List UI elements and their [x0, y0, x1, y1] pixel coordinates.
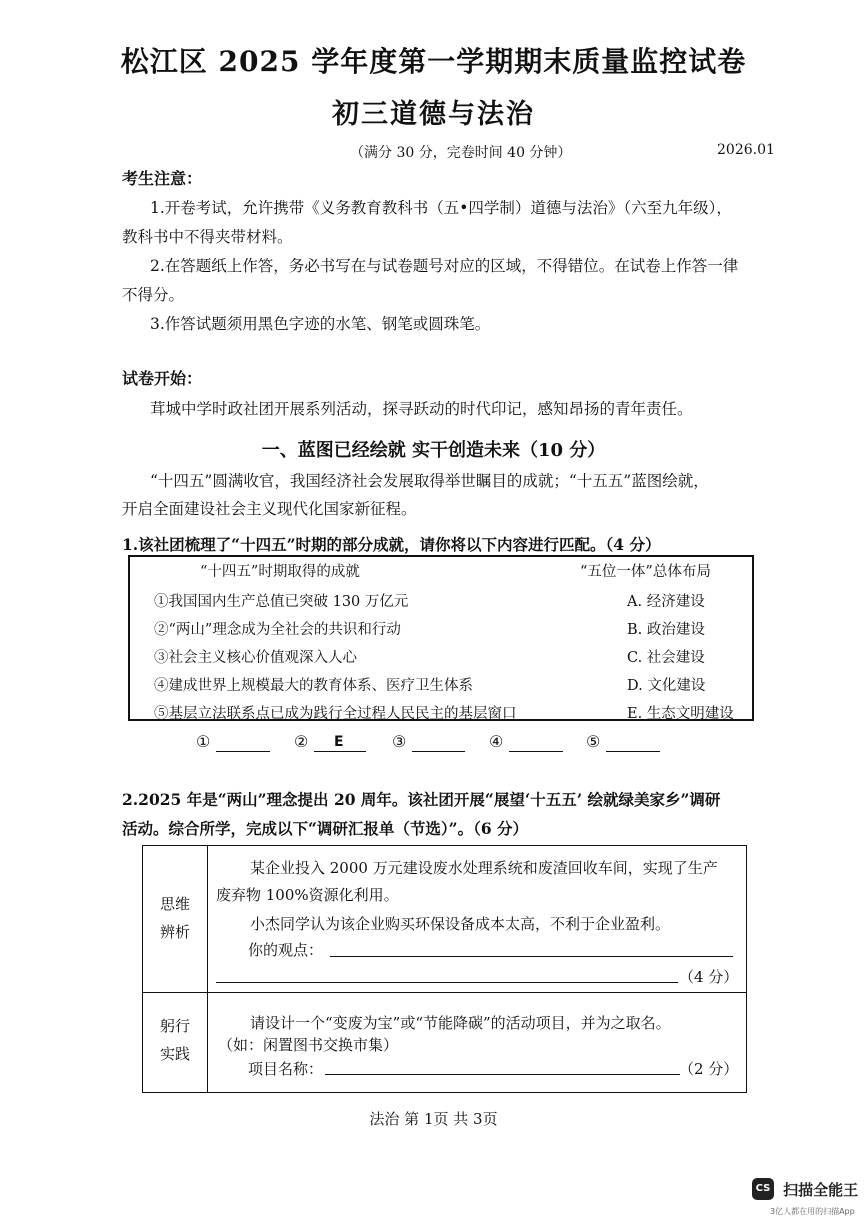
- report-table: [142, 845, 747, 1093]
- exam-date: 2026.01: [717, 142, 775, 158]
- question-2-stem-2: 活动。综合所学，完成以下“调研汇报单（节选）”。（6 分）: [122, 819, 529, 838]
- report-divider-vertical: [207, 845, 208, 1093]
- exam-subject: 初三道德与法治: [332, 99, 535, 130]
- exam-title: 松江区 2025 学年度第一学期期末质量监控试卷: [120, 45, 747, 78]
- matching-left-header: “十四五”时期取得的成就: [200, 564, 360, 580]
- answer-slot-number: ④: [489, 732, 504, 751]
- page-footer: 法治 第 1页 共 3页: [369, 1110, 498, 1128]
- notice-line-1: 1.开卷考试，允许携带《义务教育教科书（五•四学制）道德与法治》（六至九年级），: [150, 199, 732, 217]
- achievement-item: ②“两山”理念成为全社会的共识和行动: [154, 622, 401, 638]
- report-row-1-prompt: 你的观点：: [248, 941, 324, 959]
- scanner-logo-icon: CS: [752, 1178, 774, 1200]
- achievement-item: ⑤基层立法联系点已成为践行全过程人民民主的基层窗口: [154, 706, 517, 722]
- viewpoint-answer-line-2[interactable]: [216, 982, 678, 983]
- question-2-stem-1: 2.2025 年是“两山”理念提出 20 周年。该社团开展“展望‘十五五’ 绘就绿美家乡”调研: [122, 790, 721, 809]
- report-row-2-text-2: （如：闲置图书交换市集）: [218, 1036, 399, 1054]
- report-divider-horizontal: [142, 992, 747, 993]
- notice-line-2: 教科书中不得夹带材料。: [122, 228, 293, 246]
- report-row-2-text-1: 请设计一个“变废为宝”或“节能降碳”的活动项目，并为之取名。: [250, 1014, 671, 1032]
- achievement-item: ④建成世界上规模最大的教育体系、医疗卫生体系: [154, 678, 473, 694]
- scanner-name: 扫描全能王: [783, 1180, 859, 1199]
- layout-option: C. 社会建设: [627, 650, 705, 666]
- layout-option: B. 政治建设: [627, 622, 705, 638]
- answer-slot-number: ②: [294, 732, 309, 751]
- report-row-2-prompt: 项目名称：: [248, 1060, 324, 1078]
- answer-blank-3[interactable]: [412, 751, 465, 752]
- section-1-intro-2: 开启全面建设社会主义现代化国家新征程。: [122, 500, 417, 518]
- start-intro: 茸城中学时政社团开展系列活动，探寻跃动的时代印记，感知昂扬的青年责任。: [150, 400, 693, 418]
- answer-slot-number: ①: [196, 732, 211, 751]
- report-row-1-text-2: 废弃物 100%资源化利用。: [216, 886, 399, 904]
- report-row-2-score: （2 分）: [679, 1060, 739, 1078]
- answer-blank-5[interactable]: [606, 751, 660, 752]
- report-row-2-label: 躬行实践: [159, 1017, 190, 1063]
- report-row-1-label: 思维辨析: [159, 895, 190, 941]
- viewpoint-answer-line-1[interactable]: [330, 956, 733, 957]
- answer-slot-number: ③: [392, 732, 407, 751]
- achievement-item: ①我国国内生产总值已突破 130 万亿元: [154, 594, 409, 610]
- notice-line-3: 2.在答题纸上作答，务必书写在与试卷题号对应的区域，不得错位。在试卷上作答一律: [150, 257, 739, 275]
- notice-line-4: 不得分。: [122, 286, 185, 304]
- layout-option: A. 经济建设: [627, 594, 705, 610]
- question-1-stem: 1.该社团梳理了“十四五”时期的部分成就，请你将以下内容进行匹配。（4 分）: [122, 535, 661, 554]
- matching-right-header: “五位一体”总体布局: [580, 564, 711, 580]
- project-name-answer-line[interactable]: [325, 1074, 680, 1075]
- scanner-watermark: [752, 1178, 858, 1200]
- section-1-title: 一、蓝图已经绘就 实干创造未来（10 分）: [261, 440, 606, 461]
- scanner-tagline: 3亿人都在用的扫描App: [770, 1207, 855, 1216]
- answer-blank-1[interactable]: [216, 751, 270, 752]
- notice-label: 考生注意：: [122, 169, 203, 188]
- answer-blank-4[interactable]: [509, 751, 563, 752]
- answer-slot-number: ⑤: [586, 732, 601, 751]
- section-1-intro-1: “十四五”圆满收官，我国经济社会发展取得举世瞩目的成就；“十五五”蓝图绘就，: [150, 472, 709, 490]
- start-label: 试卷开始：: [122, 369, 203, 388]
- layout-option: D. 文化建设: [627, 678, 706, 694]
- layout-option: E. 生态文明建设: [627, 706, 734, 722]
- answer-value: E: [334, 734, 344, 750]
- report-row-1-score: （4 分）: [679, 968, 739, 986]
- achievement-item: ③社会主义核心价值观深入人心: [154, 650, 357, 666]
- report-row-1-text-1: 某企业投入 2000 万元建设废水处理系统和废渣回收车间，实现了生产: [250, 859, 718, 877]
- exam-info: （满分 30 分，完卷时间 40 分钟）: [350, 145, 572, 161]
- report-row-1-text-3: 小杰同学认为该企业购买环保设备成本太高，不利于企业盈利。: [250, 915, 671, 933]
- notice-line-5: 3.作答试题须用黑色字迹的水笔、钢笔或圆珠笔。: [150, 315, 491, 333]
- answer-blank-2[interactable]: [314, 751, 366, 752]
